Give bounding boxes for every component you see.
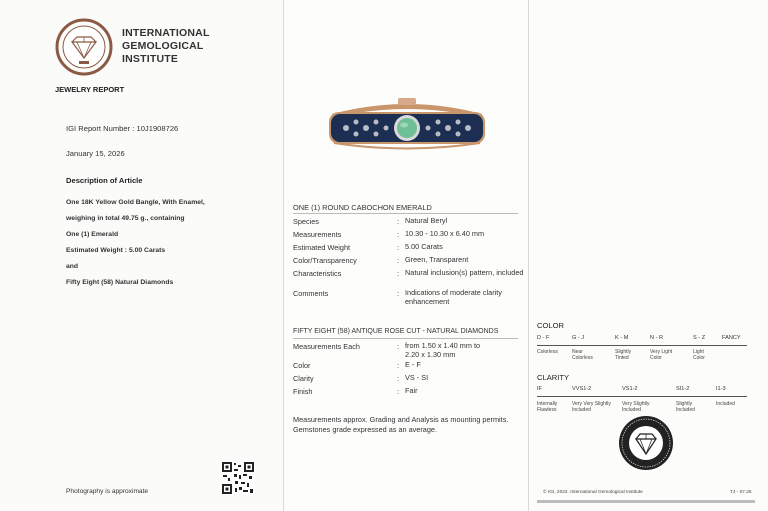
emerald-heading: ONE (1) ROUND CABOCHON EMERALD — [293, 203, 432, 212]
emerald-details: Species : Natural Beryl Measurements : 10.30 - 10.30 x 6.40 mm Estimated Weight : 5.00 Carats Color/Transparency : Green, Transparent Characteristics : Natural inclusion(s) pattern, included Comments : Indications of moderate clarity enhancement — [293, 217, 523, 309]
detail-label: Color — [293, 361, 311, 370]
org-name-line2: GEMOLOGICAL — [122, 40, 204, 52]
description-line: and — [66, 263, 79, 270]
detail-label: Characteristics — [293, 269, 342, 278]
left-panel — [0, 0, 283, 511]
color-grade: G - J — [572, 335, 585, 341]
diamonds-details: Measurements Each : from 1.50 x 1.40 mm to 2.20 x 1.30 mm Color : E - F Clarity : VS - SI Finish : Fair — [293, 342, 523, 402]
clarity-desc: Included — [716, 401, 735, 407]
color-desc: Light Color — [693, 349, 705, 361]
detail-value: Natural inclusion(s) pattern, included — [405, 268, 524, 277]
org-name-line1: INTERNATIONAL — [122, 27, 210, 39]
color-grade: FANCY — [722, 335, 741, 341]
detail-label: Measurements — [293, 230, 342, 239]
color-desc: Very Light Color — [650, 349, 673, 361]
qr-code — [221, 461, 255, 495]
detail-value: VS - SI — [405, 373, 429, 382]
igi-seal — [616, 414, 676, 472]
detail-label: Estimated Weight — [293, 243, 351, 252]
footer-strip — [537, 500, 755, 503]
detail-value: Green, Transparent — [405, 255, 469, 264]
detail-value: E - F — [405, 360, 421, 369]
clarity-grade: VVS1-2 — [572, 386, 592, 392]
description-line: Fifty Eight (58) Natural Diamonds — [66, 279, 174, 286]
description-line: One 18K Yellow Gold Bangle, With Enamel, — [66, 199, 205, 206]
bangle-photo — [326, 96, 488, 152]
detail-value: Fair — [405, 386, 418, 395]
copyright: © IGI, 2022. International Gemological Institute — [543, 490, 643, 495]
clarity-grade: IF — [537, 386, 542, 392]
color-grade: K - M — [615, 335, 629, 341]
clarity-desc: Internally Flawless — [537, 401, 558, 413]
color-desc: Colorless — [537, 349, 558, 355]
detail-label: Finish — [293, 387, 313, 396]
form-code: TJ - 07.25 — [730, 490, 752, 495]
description-line: Estimated Weight : 5.00 Carats — [66, 247, 166, 254]
color-grade: N - R — [650, 335, 664, 341]
color-scale-heading: COLOR — [537, 321, 565, 330]
detail-value: Natural Beryl — [405, 216, 448, 225]
report-number: IGI Report Number : 10J1908726 — [66, 124, 179, 133]
detail-value: 10.30 - 10.30 x 6.40 mm — [405, 229, 485, 238]
color-grade: D - F — [537, 335, 550, 341]
description-line: One (1) Emerald — [66, 231, 119, 238]
detail-value: from 1.50 x 1.40 mm to 2.20 x 1.30 mm — [405, 341, 481, 359]
clarity-desc: Slightly Included — [676, 401, 695, 413]
detail-value: 5.00 Carats — [405, 242, 443, 251]
clarity-scale-heading: CLARITY — [537, 373, 570, 382]
color-desc: Slightly Tinted — [615, 349, 632, 361]
clarity-grade: SI1-2 — [676, 386, 690, 392]
report-type: JEWELRY REPORT — [55, 85, 125, 94]
org-name-line3: INSTITUTE — [122, 53, 179, 65]
org-name — [122, 27, 210, 66]
measurement-note: Measurements approx. Grading and Analysis as mounting permits. Gemstones grade expressed as an average. — [293, 415, 509, 434]
clarity-grade: VS1-2 — [622, 386, 638, 392]
clarity-grade: I1-3 — [716, 386, 726, 392]
igi-logo-seal — [55, 18, 113, 76]
detail-label: Color/Transparency — [293, 256, 357, 265]
clarity-desc: Very Slightly Included — [622, 401, 650, 413]
clarity-desc: Very Very Slightly Included — [572, 401, 611, 413]
description-line: weighing in total 49.75 g., containing — [66, 215, 185, 222]
description-heading: Description of Article — [66, 176, 143, 185]
detail-label: Measurements Each — [293, 342, 360, 351]
color-desc: Near Colorless — [572, 349, 593, 361]
photography-note: Photography is approximate — [66, 488, 149, 495]
detail-value: Indications of moderate clarity enhancement — [405, 288, 502, 306]
color-grade: S - Z — [693, 335, 706, 341]
detail-label: Comments — [293, 289, 329, 298]
report-date: January 15, 2026 — [66, 149, 125, 158]
detail-label: Species — [293, 217, 319, 226]
fold-line — [283, 0, 284, 511]
detail-label: Clarity — [293, 374, 314, 383]
diamonds-heading: FIFTY EIGHT (58) ANTIQUE ROSE CUT - NATURAL DIAMONDS — [293, 328, 499, 335]
